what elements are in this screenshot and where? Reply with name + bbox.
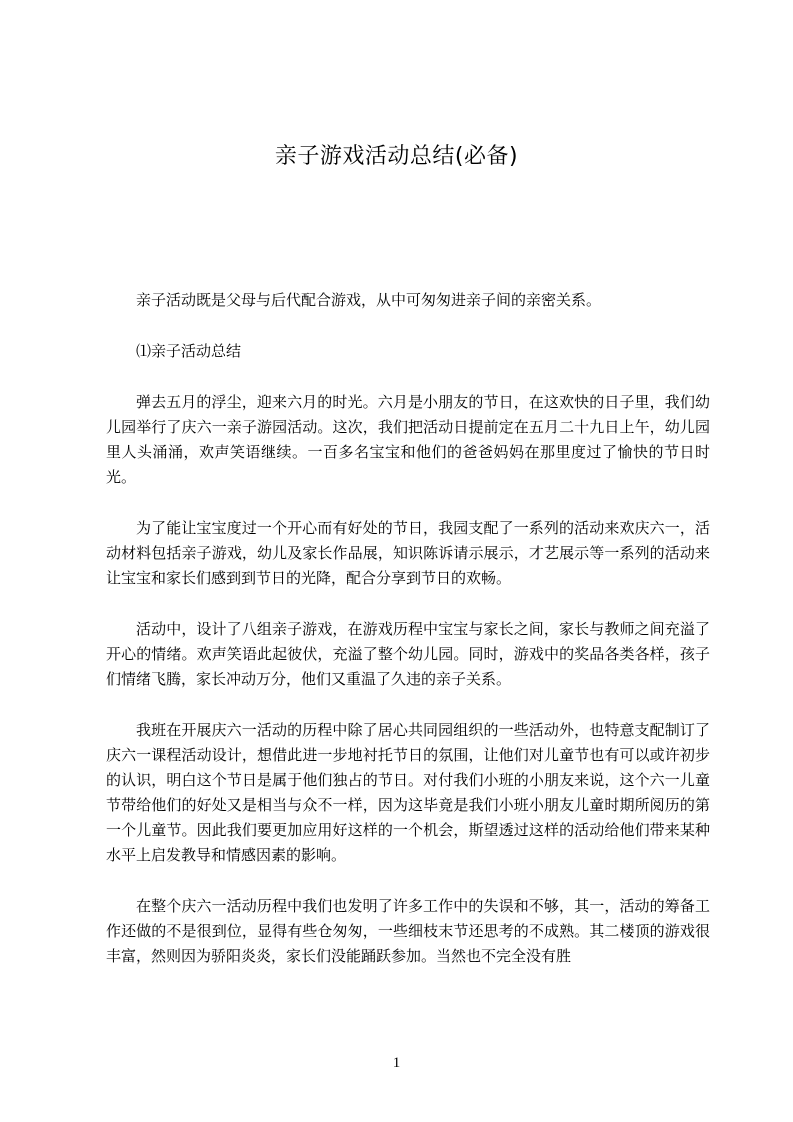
paragraph: 弹去五月的浮尘，迎来六月的时光。六月是小朋友的节日，在这欢快的日子里，我们幼儿园举行了庆六一亲子游园活动。这次，我们把活动日提前定在五月二十九日上午，幼儿园里人头涌涌，欢声笑语继续。一百多名宝宝和他们的爸爸妈妈在那里度过了愉快的节日时光。 xyxy=(106,393,710,486)
paragraph: 为了能让宝宝度过一个开心而有好处的节日，我园支配了一系列的活动来欢庆六一，活动材料包括亲子游戏，幼儿及家长作品展，知识陈诉请示展示，才艺展示等一系列的活动来让宝宝和家长们感到到节日的光降，配合分享到节日的欢畅。 xyxy=(106,519,710,587)
document-title: 亲子游戏活动总结(必备) xyxy=(274,144,519,169)
section-heading: ⑴亲子活动总结 xyxy=(136,342,242,360)
document-body xyxy=(106,288,710,995)
paragraph-intro: 亲子活动既是父母与后代配合游戏，从中可匆匆进亲子间的亲密关系。 xyxy=(136,291,602,309)
page-number: 1 xyxy=(392,1055,401,1071)
paragraph: 在整个庆六一活动历程中我们也发明了许多工作中的失误和不够，其一，活动的筹备工作还做的不是很到位，显得有些仓匆匆，一些细枝末节还思考的不成熟。其二楼顶的游戏很丰富，然则因为骄阳炎炎，家长们没能踊跃参加。当然也不完全没有胜 xyxy=(106,897,710,965)
paragraph: 活动中，设计了八组亲子游戏，在游戏历程中宝宝与家长之间，家长与教师之间充溢了开心的情绪。欢声笑语此起彼伏，充溢了整个幼儿园。同时，游戏中的奖品各类各样，孩子们情绪飞腾，家长冲动万分，他们又重温了久违的亲子关系。 xyxy=(106,620,710,688)
paragraph: 我班在开展庆六一活动的历程中除了居心共同园组织的一些活动外，也特意支配制订了庆六一课程活动设计，想借此进一步地衬托节日的氛围，让他们对儿童节也有可以或许初步的认识，明白这个节日是属于他们独占的节日。对付我们小班的小朋友来说，这个六一儿童节带给他们的好处又是相当与众不一样，因为这毕竟是我们小班小朋友儿童时期所阅历的第一个儿童节。因此我们要更加应用好这样的一个机会，斯望透过这样的活动给他们带来某种水平上启发教导和情感因素的影响。 xyxy=(106,721,710,864)
